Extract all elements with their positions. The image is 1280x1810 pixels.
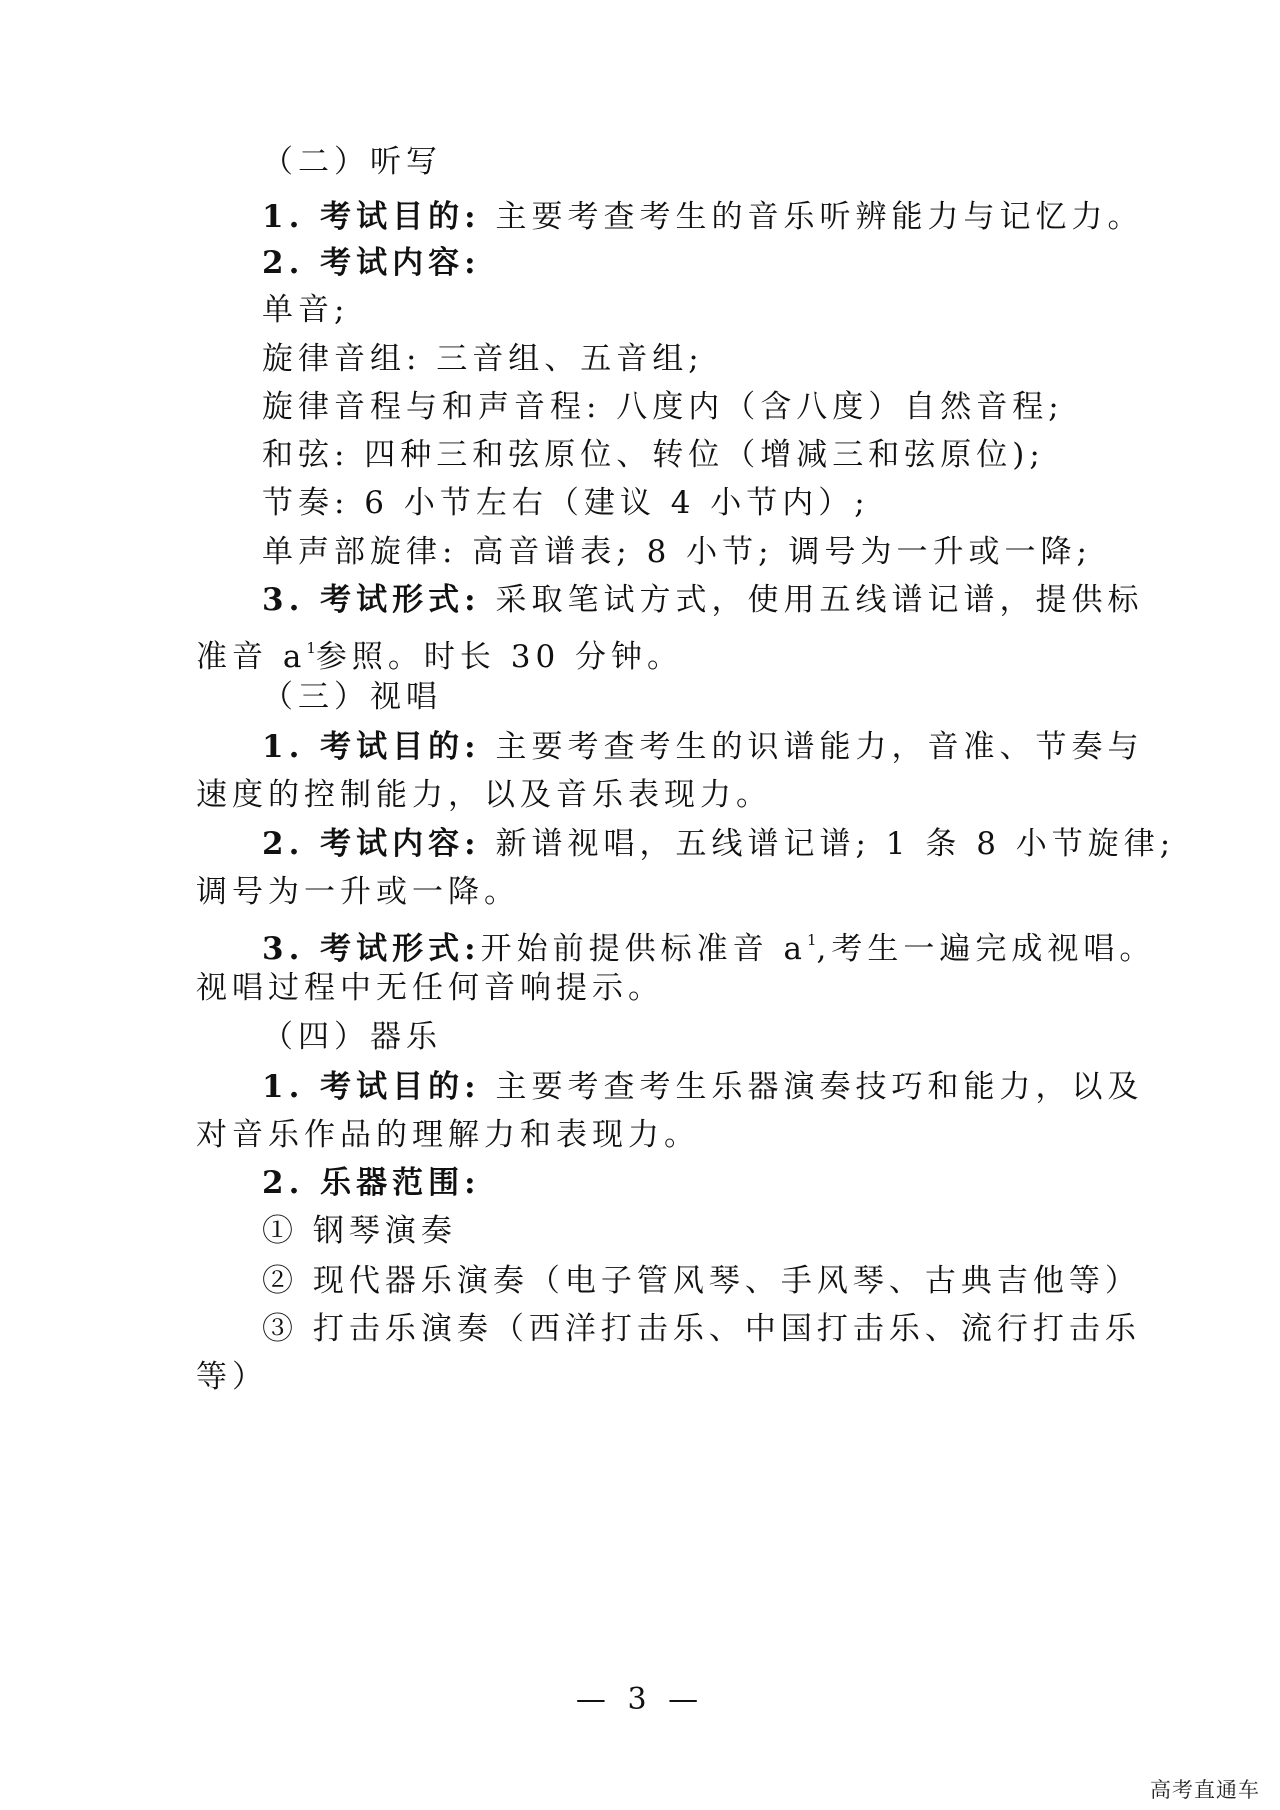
item-text: 新谱视唱，五线谱记谱; 1 条 8 小节旋律;	[480, 826, 1176, 862]
item-text: 参照。时长 30 分钟。	[315, 639, 684, 675]
item-text: 主要考查考生乐器演奏技巧和能力，以及	[480, 1069, 1144, 1105]
item-label: 2. 考试内容:	[262, 826, 481, 862]
paragraph	[262, 1067, 1162, 1107]
paragraph	[262, 824, 1176, 864]
list-item: ② 现代器乐演奏（电子管风琴、手风琴、古典吉他等）	[262, 1263, 1141, 1299]
paragraph	[262, 580, 1162, 620]
watermark: 高考直通车	[1150, 1778, 1260, 1802]
item-label: 3. 考试形式:	[262, 582, 481, 618]
page-number: — 3 —	[575, 1682, 705, 1717]
item-label: 2. 乐器范围:	[262, 1165, 481, 1201]
paragraph	[262, 243, 1162, 283]
list-item: ③ 打击乐演奏（西洋打击乐、中国打击乐、流行打击乐	[262, 1311, 1141, 1347]
list-item: 节奏: 6 小节左右（建议 4 小节内）;	[262, 485, 870, 521]
list-item: 单声部旋律: 高音谱表; 8 小节; 调号为一升或一降;	[262, 534, 1092, 570]
list-item: 和弦: 四种三和弦原位、转位（增减三和弦原位);	[262, 437, 1045, 473]
superscript: 1	[306, 639, 316, 657]
list-item-continuation: 等）	[196, 1359, 268, 1395]
list-item: 单音;	[262, 292, 350, 328]
item-text: 主要考查考生的识谱能力，音准、节奏与	[480, 729, 1144, 765]
paragraph	[262, 1163, 1162, 1203]
item-label: 2. 考试内容:	[262, 245, 481, 281]
item-text: 开始前提供标准音 a	[480, 931, 807, 967]
list-item: 旋律音程与和声音程: 八度内（含八度）自然音程;	[262, 389, 1064, 425]
paragraph-continuation: 速度的控制能力，以及音乐表现力。	[196, 777, 772, 813]
paragraph	[262, 727, 1162, 767]
list-item: ① 钢琴演奏	[262, 1213, 457, 1249]
section-heading-instrumental: （四）器乐	[262, 1019, 442, 1055]
section-heading-sight-singing: （三）视唱	[262, 679, 442, 715]
paragraph-continuation: 对音乐作品的理解力和表现力。	[196, 1117, 700, 1153]
paragraph-continuation	[196, 628, 1096, 677]
item-text: 采取笔试方式，使用五线谱记谱，提供标	[480, 582, 1144, 618]
item-text: 主要考查考生的音乐听辨能力与记忆力。	[480, 199, 1144, 235]
item-label: 1. 考试目的:	[262, 729, 481, 765]
item-label: 3. 考试形式:	[262, 931, 481, 967]
item-label: 1. 考试目的:	[262, 199, 481, 235]
item-text: 准音 a	[196, 639, 307, 675]
paragraph-continuation: 视唱过程中无任何音响提示。	[196, 970, 664, 1006]
paragraph-continuation: 调号为一升或一降。	[196, 874, 520, 910]
section-heading-dictation: （二）听写	[262, 144, 442, 180]
list-item: 旋律音组: 三音组、五音组;	[262, 341, 704, 377]
item-text: ,考生一遍完成视唱。	[816, 931, 1156, 967]
item-label: 1. 考试目的:	[262, 1069, 481, 1105]
superscript: 1	[806, 931, 817, 949]
paragraph	[262, 920, 1162, 969]
paragraph	[262, 197, 1162, 237]
